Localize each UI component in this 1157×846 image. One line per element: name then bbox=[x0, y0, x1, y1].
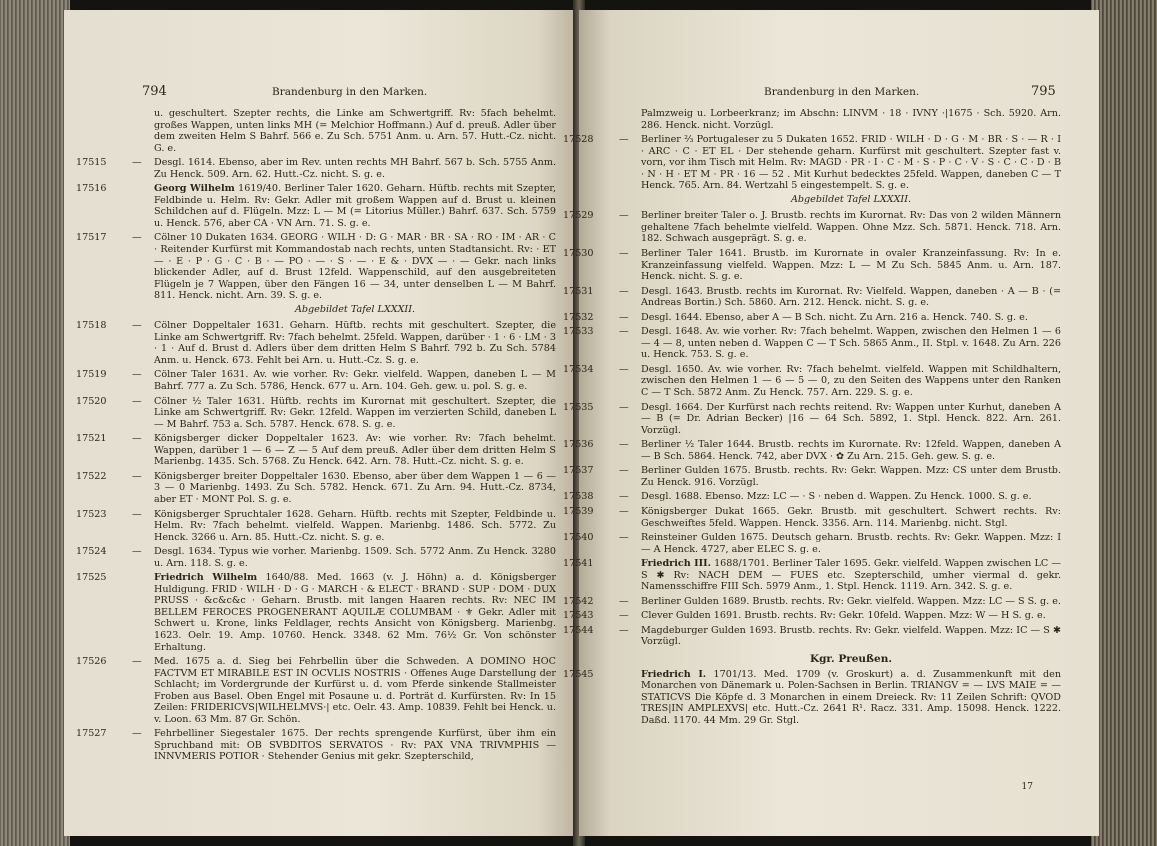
left-page-edges bbox=[0, 0, 70, 846]
ditto-dash: — bbox=[619, 439, 629, 451]
ditto-dash: — bbox=[132, 546, 142, 558]
section-heading: Kgr. Preußen. bbox=[809, 652, 893, 665]
right-column bbox=[563, 108, 1061, 726]
entry-text: Desgl. 1643. Brustb. rechts im Kurornat. Rv: Vielfeld. Wappen, daneben · A — B · (= Andreas Bortin.) Sch. 5860. Arn. 212. Henck. nicht. S. g. e. bbox=[641, 285, 1061, 309]
entry-text: Desgl. 1650. Av. wie vorher. Rv: 7fach behelmt. vielfeld. Wappen mit Schildhaltern, zwischen den Helmen 1 — 6 — 5 — 0, zu den Seiten des Wappens unter den Ranken C — T Sch. 5872 Anm. Zu Henck. 757. Arn. 229. S. g. e. bbox=[641, 363, 1061, 399]
entry-text: Berliner Taler 1641. Brustb. im Kurornate in ovaler Kranzeinfassung. Rv: In e. Kranzeinfassung vielfeld. Wappen. Mzz: L — M Zu Sch. 5845 Anm. u. Arn. 187. Henck. nicht. S. g. e. bbox=[641, 248, 1061, 283]
left-column bbox=[76, 108, 556, 763]
ditto-dash: — bbox=[132, 433, 142, 445]
catalog-entry bbox=[563, 558, 1061, 593]
entry-text: Desgl. 1648. Av. wie vorher. Rv: 7fach behelmt. Wappen, zwischen den Helmen 1 — 6 — 4 — 8, unten neben d. Wappen C — T Sch. 5865 Anm., II. Stpl. v. 1648. Zu Arn. 226 u. Henck. 753. S. g. e. bbox=[641, 326, 1061, 361]
catalog-entry bbox=[76, 320, 556, 366]
ditto-dash: — bbox=[132, 508, 142, 520]
continuation-text: Palmzweig u. Lorbeerkranz; im Abschn: LINVM · 18 · IVNY ·|1675 · Sch. 5920. Arn. 286. Henck. nicht. Vorzügl. bbox=[641, 108, 1061, 131]
right-page-edges bbox=[1091, 0, 1157, 846]
lot-number: 17527 bbox=[76, 728, 107, 740]
lot-number: 17544 bbox=[563, 624, 594, 636]
entry-text: Friedrich III. 1688/1701. Berliner Taler 1695. Gekr. vielfeld. Wappen zwischen LC — S ✱ Rv: NACH DEM — FUES etc. Szepterschild, umher viermal d. gekr. Namensschiffre FIII Sch. 5979 Anm., 1. Stpl. Henck. 1119. Arn. 342. S. g. e. bbox=[641, 558, 1061, 593]
entry-text: Georg Wilhelm 1619/40. Berliner Taler 1620. Geharn. Hüftb. rechts mit Szepter, Feldbinde u. Helm. Rv: Gekr. Adler mit großem Wappen auf d. Brust u. kleinen Schildchen auf d. Flügeln. Mzz: L — M (= Litorius Müller.) Bahrf. 637. Sch. 5759 u. Henck. 576, aber CA · VN Arn. 71. S. g. e. bbox=[154, 183, 556, 229]
entry-text: Cölner Doppeltaler 1631. Geharn. Hüftb. rechts mit geschultert. Szepter, die Linke am Schwertgriff. Rv: 7fach behelmt. 25feld. Wappen, darüber · 1 · 6 · LM · 3 · 1 · Auf d. Brust d. Adlers über dem dritten Helm S Bahrf. 792 b. Zu Sch. 5784 Anm. u. Henck. 673. Fehlt bei Arn. u. Hutt.-Cz. S. g. e. bbox=[154, 320, 556, 366]
catalog-entry bbox=[563, 624, 1061, 648]
lot-number: 17520 bbox=[76, 395, 107, 407]
catalog-entry bbox=[563, 610, 1061, 622]
ditto-dash: — bbox=[619, 311, 629, 323]
entry-text: Königsberger dicker Doppeltaler 1623. Av: wie vorher. Rv: 7fach behelmt. Wappen, darüber 1 — 6 — Z — 5 Auf dem preuß. Adler über dem dritten Helm S Marienbg. 1435. Sch. 5768. Zu Henck. 642. Arn. 78. Hutt.-Cz. nicht. S. g. e. bbox=[154, 433, 556, 468]
entry-text: Med. 1675 a. d. Sieg bei Fehrbellin über die Schweden. A DOMINO HOC FACTVM ET MIRABILE EST IN OCVLIS NOSTRIS · Offenes Auge Darstellung der Schlacht; im Vordergrunde der Kurfürst u. d. vom Pferde sinkende Stallmeister Froben aus Basel. Oben Engel mit Posaune u. d. Porträt d. Kurfürsten. Rv: In 15 Zeilen: FRIDERICVS|WILHELMVS·| etc. Oelr. 43. Amp. 10839. Fehlt bei Henck. u. v. Loon. 63 Mm. 87 Gr. Schön. bbox=[154, 656, 556, 725]
catalog-entry bbox=[563, 465, 1061, 488]
lot-number: 17524 bbox=[76, 546, 107, 558]
lot-number: 17522 bbox=[76, 470, 107, 482]
running-head-left: Brandenburg in den Marken. bbox=[272, 86, 428, 98]
plate-reference: Abgebildet Tafel LXXXII. bbox=[294, 303, 416, 315]
entry-text: Desgl. 1644. Ebenso, aber A — B Sch. nicht. Zu Arn. 216 a. Henck. 740. S. g. e. bbox=[641, 311, 1028, 323]
entry-text: Berliner ⅔ Portugaleser zu 5 Dukaten 1652. FRID · WILH · D · G · M · BR · S · — R · I · ARC · C · ET EL · Der stehende geharn. Kurfürst mit geschultert. Szepter fast v. vorn, vor ihm Tisch mit Helm. Rv: MAGD · PR · I · C · M · S · P · C · V · S · C · C · D · B · N · H · ET M · PR · 16 — 52 . Mit Kurhut bedecktes 25feld. Wappen, daneben C — T Henck. 765. Arn. 84. Wertzahl 5 eingestempelt. S. g. e. bbox=[641, 134, 1061, 192]
entry-text: Desgl. 1664. Der Kurfürst nach rechts reitend. Rv: Wappen unter Kurhut, daneben A — B (= Dr. Adrian Becker) |16 — 64 Sch. 5892, 1. Stpl. Henck. 822. Arn. 261. Vorzügl. bbox=[641, 401, 1061, 436]
catalog-entry bbox=[76, 433, 556, 468]
entry-text: Friedrich Wilhelm 1640/88. Med. 1663 (v. J. Höhn) a. d. Königsberger Huldigung. FRID · WILH · D · G · MARCH · & ELECT · BRAND · SUP · DOM · DUX PRUSS · &c&c&c · Geharn. Brustb. mit langen Haaren rechts. Rv: NEC IM BELLEM FEROCES PROGENERANT AQUILÆ COLUMBAM · ⚜ Gekr. Adler mit Schwert u. Krone, links Feldlager, rechts Ansicht von Königsberg. Marienbg. 1623. Oelr. 19. Amp. 10760. Henck. 3348. 62 Mm. 76½ Gr. Von schönster Erhaltung. bbox=[154, 572, 556, 653]
entry-text: Berliner breiter Taler o. J. Brustb. rechts im Kurornat. Rv: Das von 2 wilden Männern gehaltene 7fach behelmte vielfeld. Wappen. Ohne Mzz. Sch. 5871. Henck. 718. Arn. 182. Schwach ausgeprägt. S. g. e. bbox=[641, 210, 1061, 245]
ditto-dash: — bbox=[619, 248, 629, 260]
lot-number: 17539 bbox=[563, 505, 594, 517]
lot-number: 17533 bbox=[563, 326, 594, 338]
ditto-dash: — bbox=[132, 728, 142, 740]
lot-number: 17531 bbox=[563, 285, 594, 297]
lot-number: 17532 bbox=[563, 311, 594, 323]
catalog-entry bbox=[563, 439, 1061, 462]
ditto-dash: — bbox=[132, 470, 142, 482]
catalog-entry bbox=[563, 134, 1061, 192]
entry-text: Reinsteiner Gulden 1675. Deutsch geharn. Brustb. rechts. Rv: Gekr. Wappen. Mzz: I — A Henck. 4727, aber ELEC S. g. e. bbox=[641, 532, 1061, 555]
lot-number: 17521 bbox=[76, 433, 107, 445]
page-number-left: 794 bbox=[142, 84, 167, 99]
ditto-dash: — bbox=[619, 210, 629, 222]
lot-number: 17540 bbox=[563, 532, 594, 544]
lot-number: 17534 bbox=[563, 363, 594, 375]
ditto-dash: — bbox=[132, 232, 142, 244]
left-page bbox=[64, 10, 579, 836]
catalog-entry bbox=[76, 546, 556, 569]
ditto-dash: — bbox=[619, 505, 629, 517]
ditto-dash: — bbox=[132, 320, 142, 332]
entry-text: Friedrich I. 1701/13. Med. 1709 (v. Groskurt) a. d. Zusammenkunft mit den Monarchen von Dänemark u. Polen-Sachsen in Berlin. TRIANGV = — LVS MAIE = — STATICVS Die Köpfe d. 3 Monarchen in einem Dreieck. Rv: 11 Zeilen Schrift: QVOD TRES|IN AMPLEXVS| etc. Hutt.-Cz. 2641 R¹. Racz. 331. Amp. 15098. Henck. 1222. Daßd. 1170. 44 Mm. 29 Gr. Stgl. bbox=[641, 668, 1061, 726]
ditto-dash: — bbox=[619, 491, 629, 503]
right-page bbox=[563, 10, 1099, 836]
entry-text: Clever Gulden 1691. Brustb. rechts. Rv: Gekr. 10feld. Wappen. Mzz: W — H S. g. e. bbox=[641, 610, 1046, 622]
catalog-entry bbox=[76, 395, 556, 431]
catalog-entry bbox=[563, 595, 1061, 608]
entry-text: Desgl. 1688. Ebenso. Mzz: LC — · S · neben d. Wappen. Zu Henck. 1000. S. g. e. bbox=[641, 491, 1032, 503]
catalog-entry bbox=[563, 210, 1061, 245]
ditto-dash: — bbox=[619, 610, 629, 622]
ditto-dash: — bbox=[619, 326, 629, 338]
lot-number: 17535 bbox=[563, 401, 594, 413]
catalog-entry bbox=[76, 470, 556, 506]
catalog-entry bbox=[76, 728, 556, 763]
lot-number: 17529 bbox=[563, 210, 594, 222]
catalog-entry bbox=[76, 232, 556, 302]
lot-number: 17525 bbox=[76, 572, 107, 584]
lot-number: 17517 bbox=[76, 232, 107, 244]
entry-text: Fehrbelliner Siegestaler 1675. Der rechts sprengende Kurfürst, über ihm ein Spruchband mit: OB SVBDITOS SERVATOS · Rv: PAX VNA TRIVMPHIS — INNVMERIS POTIOR · Stehender Genius mit gekr. Szepterschild, bbox=[154, 728, 556, 763]
ditto-dash: — bbox=[132, 656, 142, 668]
catalog-entry bbox=[563, 532, 1061, 555]
ditto-dash: — bbox=[132, 395, 142, 407]
signature-mark: 17 bbox=[1021, 782, 1033, 792]
ditto-dash: — bbox=[619, 401, 629, 413]
catalog-entry bbox=[563, 311, 1061, 324]
running-head-right: Brandenburg in den Marken. bbox=[764, 86, 920, 98]
lot-number: 17537 bbox=[563, 465, 594, 477]
ditto-dash: — bbox=[619, 363, 629, 375]
lot-number: 17526 bbox=[76, 656, 107, 668]
lot-number: 17541 bbox=[563, 558, 594, 570]
entry-text: Cölner Taler 1631. Av. wie vorher. Rv: Gekr. vielfeld. Wappen, daneben L — M Bahrf. 777 a. Zu Sch. 5786, Henck. 677 u. Arn. 104. Geh. gew. u. pol. S. g. e. bbox=[154, 369, 556, 393]
entry-text: Cölner ½ Taler 1631. Hüftb. rechts im Kurornat mit geschultert. Szepter, die Linke am Schwertgriff. Rv: Gekr. 12feld. Wappen im verzierten Schild, daneben L — M Bahrf. 753 a. Sch. 5787. Henck. 678. S. g. e. bbox=[154, 395, 556, 430]
lot-number: 17528 bbox=[563, 134, 594, 146]
lot-number: 17536 bbox=[563, 439, 594, 451]
entry-text: Berliner Gulden 1689. Brustb. rechts. Rv: Gekr. vielfeld. Wappen. Mzz: LC — S S. g. e. bbox=[641, 595, 1061, 607]
ditto-dash: — bbox=[619, 532, 629, 544]
entry-text: Berliner ½ Taler 1644. Brustb. rechts im Kurornate. Rv: 12feld. Wappen, daneben A — B Sch. 5864. Henck. 742, aber DVX · ✿ Zu Arn. 215. Geh. gew. S. g. e. bbox=[641, 439, 1061, 462]
lot-number: 17542 bbox=[563, 595, 594, 607]
catalog-entry bbox=[76, 572, 556, 653]
entry-text: Magdeburger Gulden 1693. Brustb. rechts. Rv: Gekr. vielfeld. Wappen. Mzz: IC — S ✱ Vorzügl. bbox=[641, 624, 1061, 648]
page-number-right: 795 bbox=[1031, 84, 1056, 99]
entry-text: Königsberger Spruchtaler 1628. Geharn. Hüftb. rechts mit Szepter, Feldbinde u. Helm. Rv: 7fach behelmt. vielfeld. Wappen. Marienbg. 1486. Sch. 5772. Zu Henck. 3266 u. Arn. 85. Hutt.-Cz. nicht. S. g. e. bbox=[154, 508, 556, 543]
catalog-entry bbox=[563, 248, 1061, 283]
lot-number: 17523 bbox=[76, 508, 107, 520]
plate-reference: Abgebildet Tafel LXXXII. bbox=[790, 193, 912, 205]
entry-text: Cölner 10 Dukaten 1634. GEORG · WILH · D: G · MAR · BR · SA · RO · IM · AR · C · Reitender Kurfürst mit Kommandostab nach rechts, unten Stadtansicht. Rv: · ET — · E · P · G · C · B · — PO · — · S · — · E & · DVX — · — Gekr. nach links blickender Adler, auf d. Brust 12feld. Wappenschild, auf den ausgebreiteten Flügeln je 7 Wappen, über den Fängen 16 — 34, unter denselben L — M Bahrf. 811. Henck. nicht. Arn. 39. S. g. e. bbox=[154, 232, 556, 302]
entry-text: Königsberger Dukat 1665. Gekr. Brustb. mit geschultert. Schwert rechts. Rv: Geschweiftes 5feld. Wappen. Henck. 3356. Arn. 114. Marienbg. nicht. Stgl. bbox=[641, 505, 1061, 529]
lot-number: 17543 bbox=[563, 610, 594, 622]
catalog-entry bbox=[76, 157, 556, 180]
ditto-dash: — bbox=[132, 369, 142, 381]
entry-text: Desgl. 1614. Ebenso, aber im Rev. unten rechts MH Bahrf. 567 b. Sch. 5755 Anm. Zu Henck. 509. Arn. 62. Hutt.-Cz. nicht. S. g. e. bbox=[154, 157, 556, 180]
catalog-entry bbox=[76, 183, 556, 229]
catalog-entry bbox=[563, 363, 1061, 399]
catalog-entry bbox=[76, 369, 556, 393]
catalog-entry bbox=[76, 656, 556, 725]
ditto-dash: — bbox=[132, 157, 142, 169]
lot-number: 17515 bbox=[76, 157, 107, 169]
catalog-entry bbox=[563, 401, 1061, 437]
lot-number: 17545 bbox=[563, 668, 594, 680]
ditto-dash: — bbox=[619, 595, 629, 607]
catalog-entry bbox=[563, 326, 1061, 361]
catalog-entry bbox=[563, 491, 1061, 503]
ditto-dash: — bbox=[619, 134, 629, 146]
ditto-dash: — bbox=[619, 465, 629, 477]
ditto-dash: — bbox=[619, 285, 629, 297]
lot-number: 17518 bbox=[76, 320, 107, 332]
lot-number: 17519 bbox=[76, 369, 107, 381]
catalog-entry bbox=[563, 505, 1061, 529]
entry-text: Berliner Gulden 1675. Brustb. rechts. Rv: Gekr. Wappen. Mzz: CS unter dem Brustb. Zu Henck. 916. Vorzügl. bbox=[641, 465, 1061, 488]
catalog-entry bbox=[76, 508, 556, 544]
catalog-entry bbox=[563, 668, 1061, 727]
lot-number: 17530 bbox=[563, 248, 594, 260]
catalog-entry bbox=[563, 285, 1061, 309]
lot-number: 17538 bbox=[563, 491, 594, 503]
continuation-text: u. geschultert. Szepter rechts, die Linke am Schwertgriff. Rv: 5fach behelmt. großes Wappen, unten links MH (= Melchior Hoffmann.) Auf d. preuß. Adler über dem zweiten Helm S Bahrf. 566 e. Zu Sch. 5751 Anm. u. Arn. 57. Hutt.-Cz. nicht. G. e. bbox=[154, 108, 556, 154]
lot-number: 17516 bbox=[76, 183, 107, 195]
entry-text: Königsberger breiter Doppeltaler 1630. Ebenso, aber über dem Wappen 1 — 6 — 3 — 0 Marienbg. 1493. Zu Sch. 5782. Henck. 671. Zu Arn. 94. Hutt.-Cz. 8734, aber ET · MONT Pol. S. g. e. bbox=[154, 470, 556, 505]
entry-text: Desgl. 1634. Typus wie vorher. Marienbg. 1509. Sch. 5772 Anm. Zu Henck. 3280 u. Arn. 118. S. g. e. bbox=[154, 546, 556, 569]
ditto-dash: — bbox=[619, 624, 629, 636]
